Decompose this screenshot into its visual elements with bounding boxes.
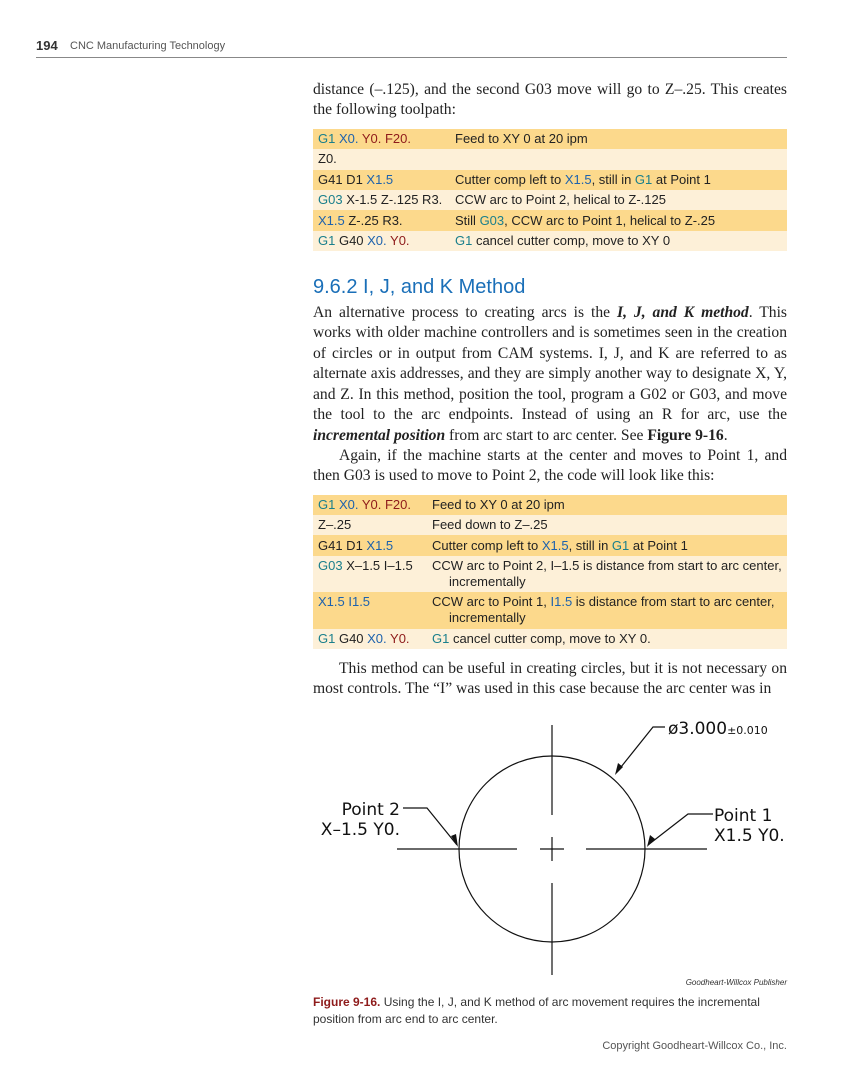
text-segment: Feed to XY 0 at 20 ipm <box>432 496 565 512</box>
paragraph-3: Again, if the machine starts at the center and moves to Point 1, and then G03 is used to move to Point 2, the code will look like this: <box>313 446 787 485</box>
text-segment: is distance from start to arc center, incrementally <box>449 594 775 626</box>
text: An alternative process to creating arcs is the <box>313 304 617 322</box>
paragraph-1: distance (–.125), and the second G03 move will go to Z–.25. This creates the following toolpath: <box>313 81 787 119</box>
text-segment: G40 <box>335 630 368 646</box>
paragraph-4: This method can be useful in creating circles, but it is not necessary on most controls. The “I” was used in this case because the arc center was in <box>313 659 787 698</box>
figure-caption <box>313 994 787 1028</box>
text-segment: Feed to XY 0 at 20 ipm <box>455 131 588 146</box>
text-segment: CCW arc to Point 2, I–1.5 is distance from start to arc center, incrementally <box>432 558 782 590</box>
text-segment: , still in <box>568 537 612 553</box>
point2-leader <box>403 808 457 845</box>
text-segment: Cutter comp left to <box>432 537 542 553</box>
copyright: Copyright Goodheart-Willcox Co., Inc. <box>602 1040 787 1052</box>
text-segment: X-1.5 Z-.125 R3. <box>342 192 443 208</box>
text-segment: X1.5 <box>366 171 394 187</box>
text-segment: G03 <box>479 212 505 228</box>
running-header: CNC Manufacturing Technology <box>70 40 226 52</box>
text-segment: at Point 1 <box>652 171 711 187</box>
text-segment: Z-.25 R3. <box>344 212 403 228</box>
text-segment: G1 <box>318 630 336 646</box>
text-segment: X0. <box>335 131 359 146</box>
text-segment: G41 D1 <box>318 171 367 187</box>
text-segment: G03 <box>318 192 343 208</box>
section-heading: 9.6.2 I, J, and K Method <box>313 276 526 299</box>
point2-name: Point 2 <box>341 800 400 820</box>
diameter-leader <box>617 727 665 772</box>
text-segment: G03 <box>318 558 343 574</box>
text-segment: G1 <box>611 537 630 553</box>
point1-name: Point 1 <box>714 806 773 826</box>
text-segment: Y0. F20. <box>358 496 411 512</box>
text-segment: at Point 1 <box>629 537 688 553</box>
text-segment: CCW arc to Point 1, <box>432 594 551 610</box>
text-segment: Z0. <box>318 151 337 167</box>
text-segment: X0. <box>335 496 359 512</box>
text-segment: G40 <box>335 232 368 248</box>
point1-coords: X1.5 Y0. <box>714 826 785 846</box>
term-incremental-position: incremental position <box>313 426 446 444</box>
text-segment: , still in <box>591 171 635 187</box>
text-segment: Y0. F20. <box>358 131 411 146</box>
text-segment: Y0. <box>386 232 410 248</box>
text-segment: X1.5 <box>564 171 592 187</box>
text-segment: CCW arc to Point 2, helical to Z-.125 <box>455 192 666 208</box>
text: . <box>723 426 728 444</box>
text-segment: Feed down to Z–.25 <box>432 517 548 533</box>
text-segment: X1.5 <box>541 537 569 553</box>
point2-arrow <box>451 834 458 847</box>
text-segment: G1 <box>455 232 473 248</box>
text-segment: G1 <box>634 171 653 187</box>
text-segment: G1 <box>318 496 336 512</box>
diameter-arrow <box>615 763 623 775</box>
text-segment: X1.5 <box>366 537 394 553</box>
text-segment: Z–.25 <box>318 517 352 533</box>
text-segment: cancel cutter comp, move to XY 0 <box>472 232 671 248</box>
text-segment: X0. <box>367 630 387 646</box>
text: . This works with older machine controllers and is sometimes seen in the creation of circles or in output from CAM systems. I, J, and K are referred to as alternate axis addresses, and they are simply another way to designate X, Y, and Z. In this method, position the tool, program a G02 or G03, and move the tool to the arc endpoints. Instead of using an R for arc, use the <box>313 304 787 424</box>
text-segment: Cutter comp left to <box>455 171 565 187</box>
figure-reference: Figure 9-16 <box>647 426 724 444</box>
text-segment: X1.5 <box>318 212 345 228</box>
text-segment: X0. <box>367 232 387 248</box>
text-segment: , CCW arc to Point 1, helical to Z-.25 <box>504 212 716 228</box>
text: from arc start to arc center. See <box>445 426 648 444</box>
text-segment: G1 <box>432 630 450 646</box>
text-segment: Still <box>455 212 480 228</box>
caption-label: Figure 9-16. <box>313 995 381 1009</box>
text-segment: I1.5 <box>550 594 573 610</box>
point2-coords: X–1.5 Y0. <box>320 820 400 840</box>
text-segment: Y0. <box>386 630 410 646</box>
figure-credit: Goodheart-Willcox Publisher <box>685 978 787 987</box>
text-segment: G1 <box>318 131 336 146</box>
term-ijk-method: I, J, and K method <box>617 304 749 322</box>
caption-text: Using the I, J, and K method of arc movement requires the incremental position from arc end to arc center. <box>313 995 760 1026</box>
text-segment: X1.5 I1.5 <box>318 594 371 610</box>
diameter-label: ø3.000±0.010 <box>668 719 768 739</box>
text-segment: G1 <box>318 232 336 248</box>
page-number: 194 <box>36 38 58 53</box>
point1-leader <box>648 814 713 845</box>
text-segment: G41 D1 <box>318 537 367 553</box>
text-segment: cancel cutter comp, move to XY 0. <box>449 630 651 646</box>
text-segment: X–1.5 I–1.5 <box>342 558 413 574</box>
